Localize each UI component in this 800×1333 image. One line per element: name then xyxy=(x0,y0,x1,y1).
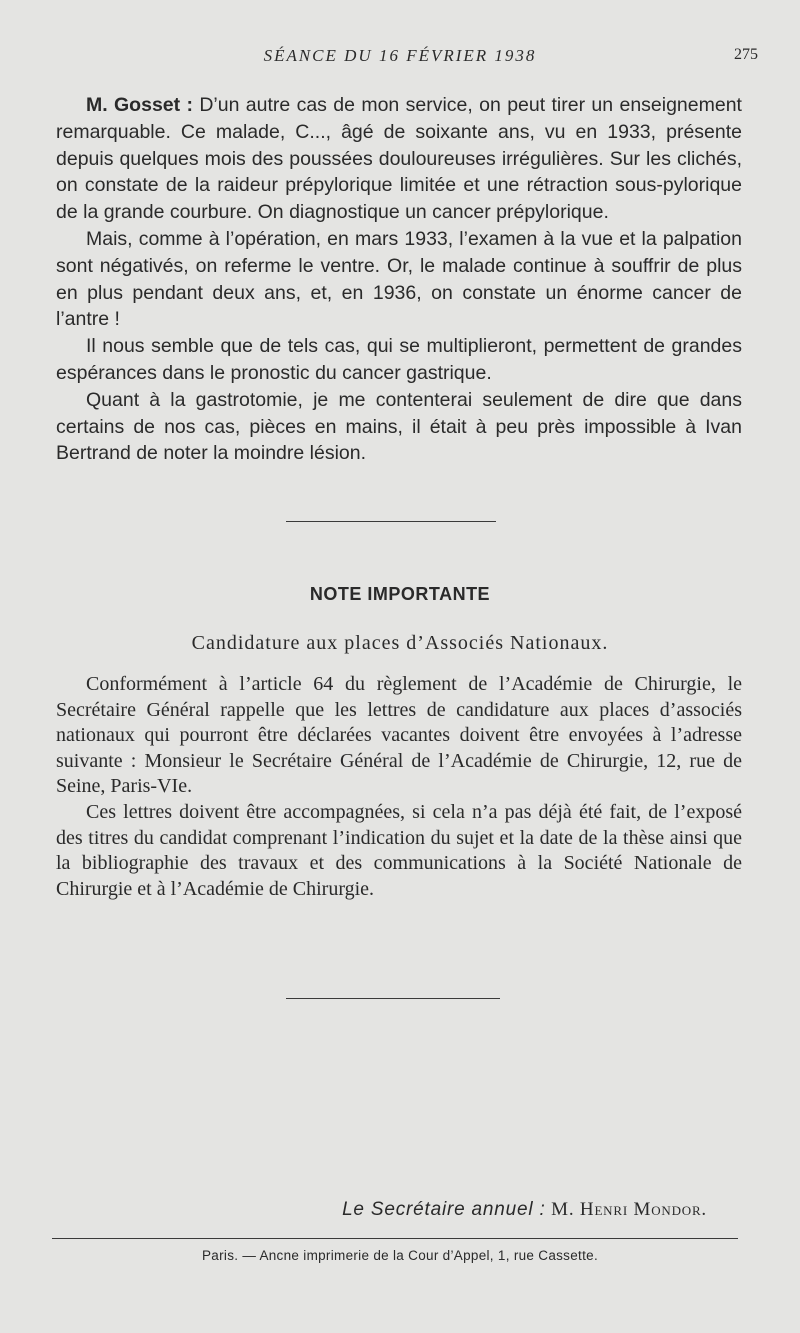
section-divider xyxy=(286,998,500,999)
note-paragraph: Conformément à l’article 64 du règlement de l’Académie de Chirurgie, le Secrétaire Général rappelle que les lettres de candidature aux places d’associés nationaux qui pourront être déclarées vacantes doivent être envoyées à l’adresse suivante : Monsieur le Secrétaire Général de l’Académie de Chirurgie, 12, rue de Seine, Paris-VIe. xyxy=(56,673,742,798)
discussion-text xyxy=(56,92,742,467)
page-number: 275 xyxy=(734,46,758,63)
discussion-paragraph xyxy=(56,92,742,226)
printer-imprint: Paris. — Ancne imprimerie de la Cour d’Appel, 1, rue Cassette. xyxy=(201,1248,599,1263)
signature-label: Le Secrétaire annuel : xyxy=(342,1199,546,1220)
running-title: SÉANCE DU 16 FÉVRIER 1938 xyxy=(263,46,537,65)
note-paragraph: Ces lettres doivent être accompagnées, si cela n’a pas déjà été fait, de l’exposé des titres du candidat comprenant l’indication du sujet et la date de la thèse ainsi que la bibliographie des travaux et des communications à la Société Nationale de Chirurgie et à l’Académie de Chirurgie. xyxy=(56,800,742,900)
speaker-name: M. Gosset : xyxy=(86,94,193,116)
signature-name: M. Henri Mondor. xyxy=(551,1199,707,1220)
discussion-paragraph: Mais, comme à l’opération, en mars 1933, l’examen à la vue et la palpation sont négativés, on referme le ventre. Or, le malade continue à souffrir de plus en plus pendant deux ans, et, en 1936, on constate un énorme cancer de l’antre ! xyxy=(56,227,742,331)
signature xyxy=(342,1199,707,1221)
discussion-paragraph-text: D’un autre cas de mon service, on peut tirer un enseignement remarquable. Ce malade, C..., âgé de soixante ans, vu en 1933, présente depuis quelques mois des poussées douloureuses irrégulières. Sur les clichés, on constate de la raideur prépylorique limitée et une rétraction sous-pylorique de la grande courbure. On diagnostique un cancer prépylorique. xyxy=(56,94,742,224)
note-title: NOTE IMPORTANTE xyxy=(309,584,491,604)
section-divider xyxy=(286,521,496,522)
note-subtitle: Candidature aux places d’Associés Nationaux. xyxy=(191,632,609,654)
discussion-paragraph: Il nous semble que de tels cas, qui se multiplieront, permettent de grandes espérances dans le pronostic du cancer gastrique. xyxy=(56,335,742,384)
note-text xyxy=(56,672,742,902)
discussion-paragraph: Quant à la gastrotomie, je me contenterai seulement de dire que dans certains de nos cas, pièces en mains, il était à peu près impossible à Ivan Bertrand de noter la moindre lésion. xyxy=(56,388,742,465)
footer-rule xyxy=(52,1238,738,1239)
running-head xyxy=(0,46,800,70)
